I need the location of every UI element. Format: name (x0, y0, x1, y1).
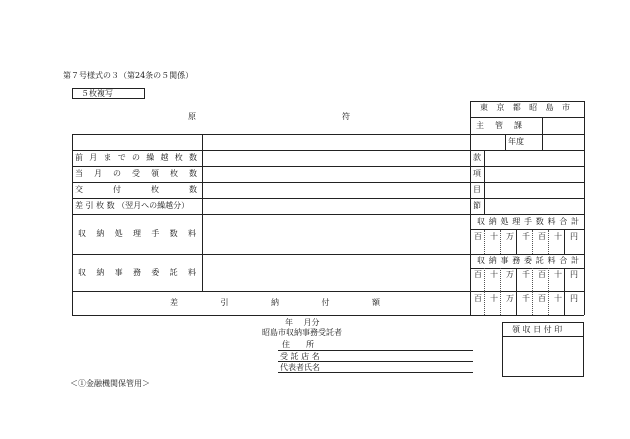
form-number: 第７号様式の３（第24条の５関係） (63, 71, 194, 80)
representative-label: 代表者氏名 (280, 363, 320, 372)
branch-line (278, 361, 473, 362)
fee-label-processing: 収 納 処 理 手 数 料 (78, 229, 196, 238)
address-label: 住 所 (282, 340, 314, 349)
total-label-commission: 収 納 事 務 委 託 料 合 計 (477, 256, 579, 265)
footer-note: ＜①金融機関保管用＞ (70, 379, 150, 388)
original-char: 原 (188, 112, 196, 121)
year-month: 年 月分 (285, 318, 320, 327)
row-label-balance: 差 引 枚 数 （翌月への繰越分） (75, 201, 190, 210)
branch-label: 受 託 店 名 (280, 352, 320, 361)
side-moku: 目 (473, 185, 481, 194)
side-kan: 款 (473, 153, 481, 162)
net-payment-label: 差 引 納 付 額 (170, 298, 380, 307)
side-kou: 項 (473, 169, 481, 178)
fiscal-year-label: 年度 (508, 137, 524, 146)
row-label-prev-carry: 前 月 ま で の 繰 越 枚 数 (75, 153, 197, 162)
address-line (278, 350, 473, 351)
receiver-title: 昭島市収納事務受託者 (262, 328, 342, 337)
row-label-received: 当 月 の 受 領 枚 数 (75, 169, 197, 178)
side-setsu: 節 (473, 201, 481, 210)
issuer-name: 東 京 都 昭 島 市 (480, 103, 570, 112)
receipt-stamp-label: 領 収 日 付 印 (512, 325, 563, 334)
total-label-processing: 収 納 処 理 手 数 料 合 計 (477, 217, 579, 226)
copies-label: ５枚複写 (81, 89, 113, 98)
symbol-char: 符 (342, 112, 350, 121)
representative-line (278, 372, 473, 373)
fee-label-commission: 収 納 事 務 委 託 料 (78, 268, 196, 277)
supervisor-label: 主 管 課 (476, 121, 522, 130)
row-label-issued: 交 付 枚 数 (75, 185, 197, 194)
